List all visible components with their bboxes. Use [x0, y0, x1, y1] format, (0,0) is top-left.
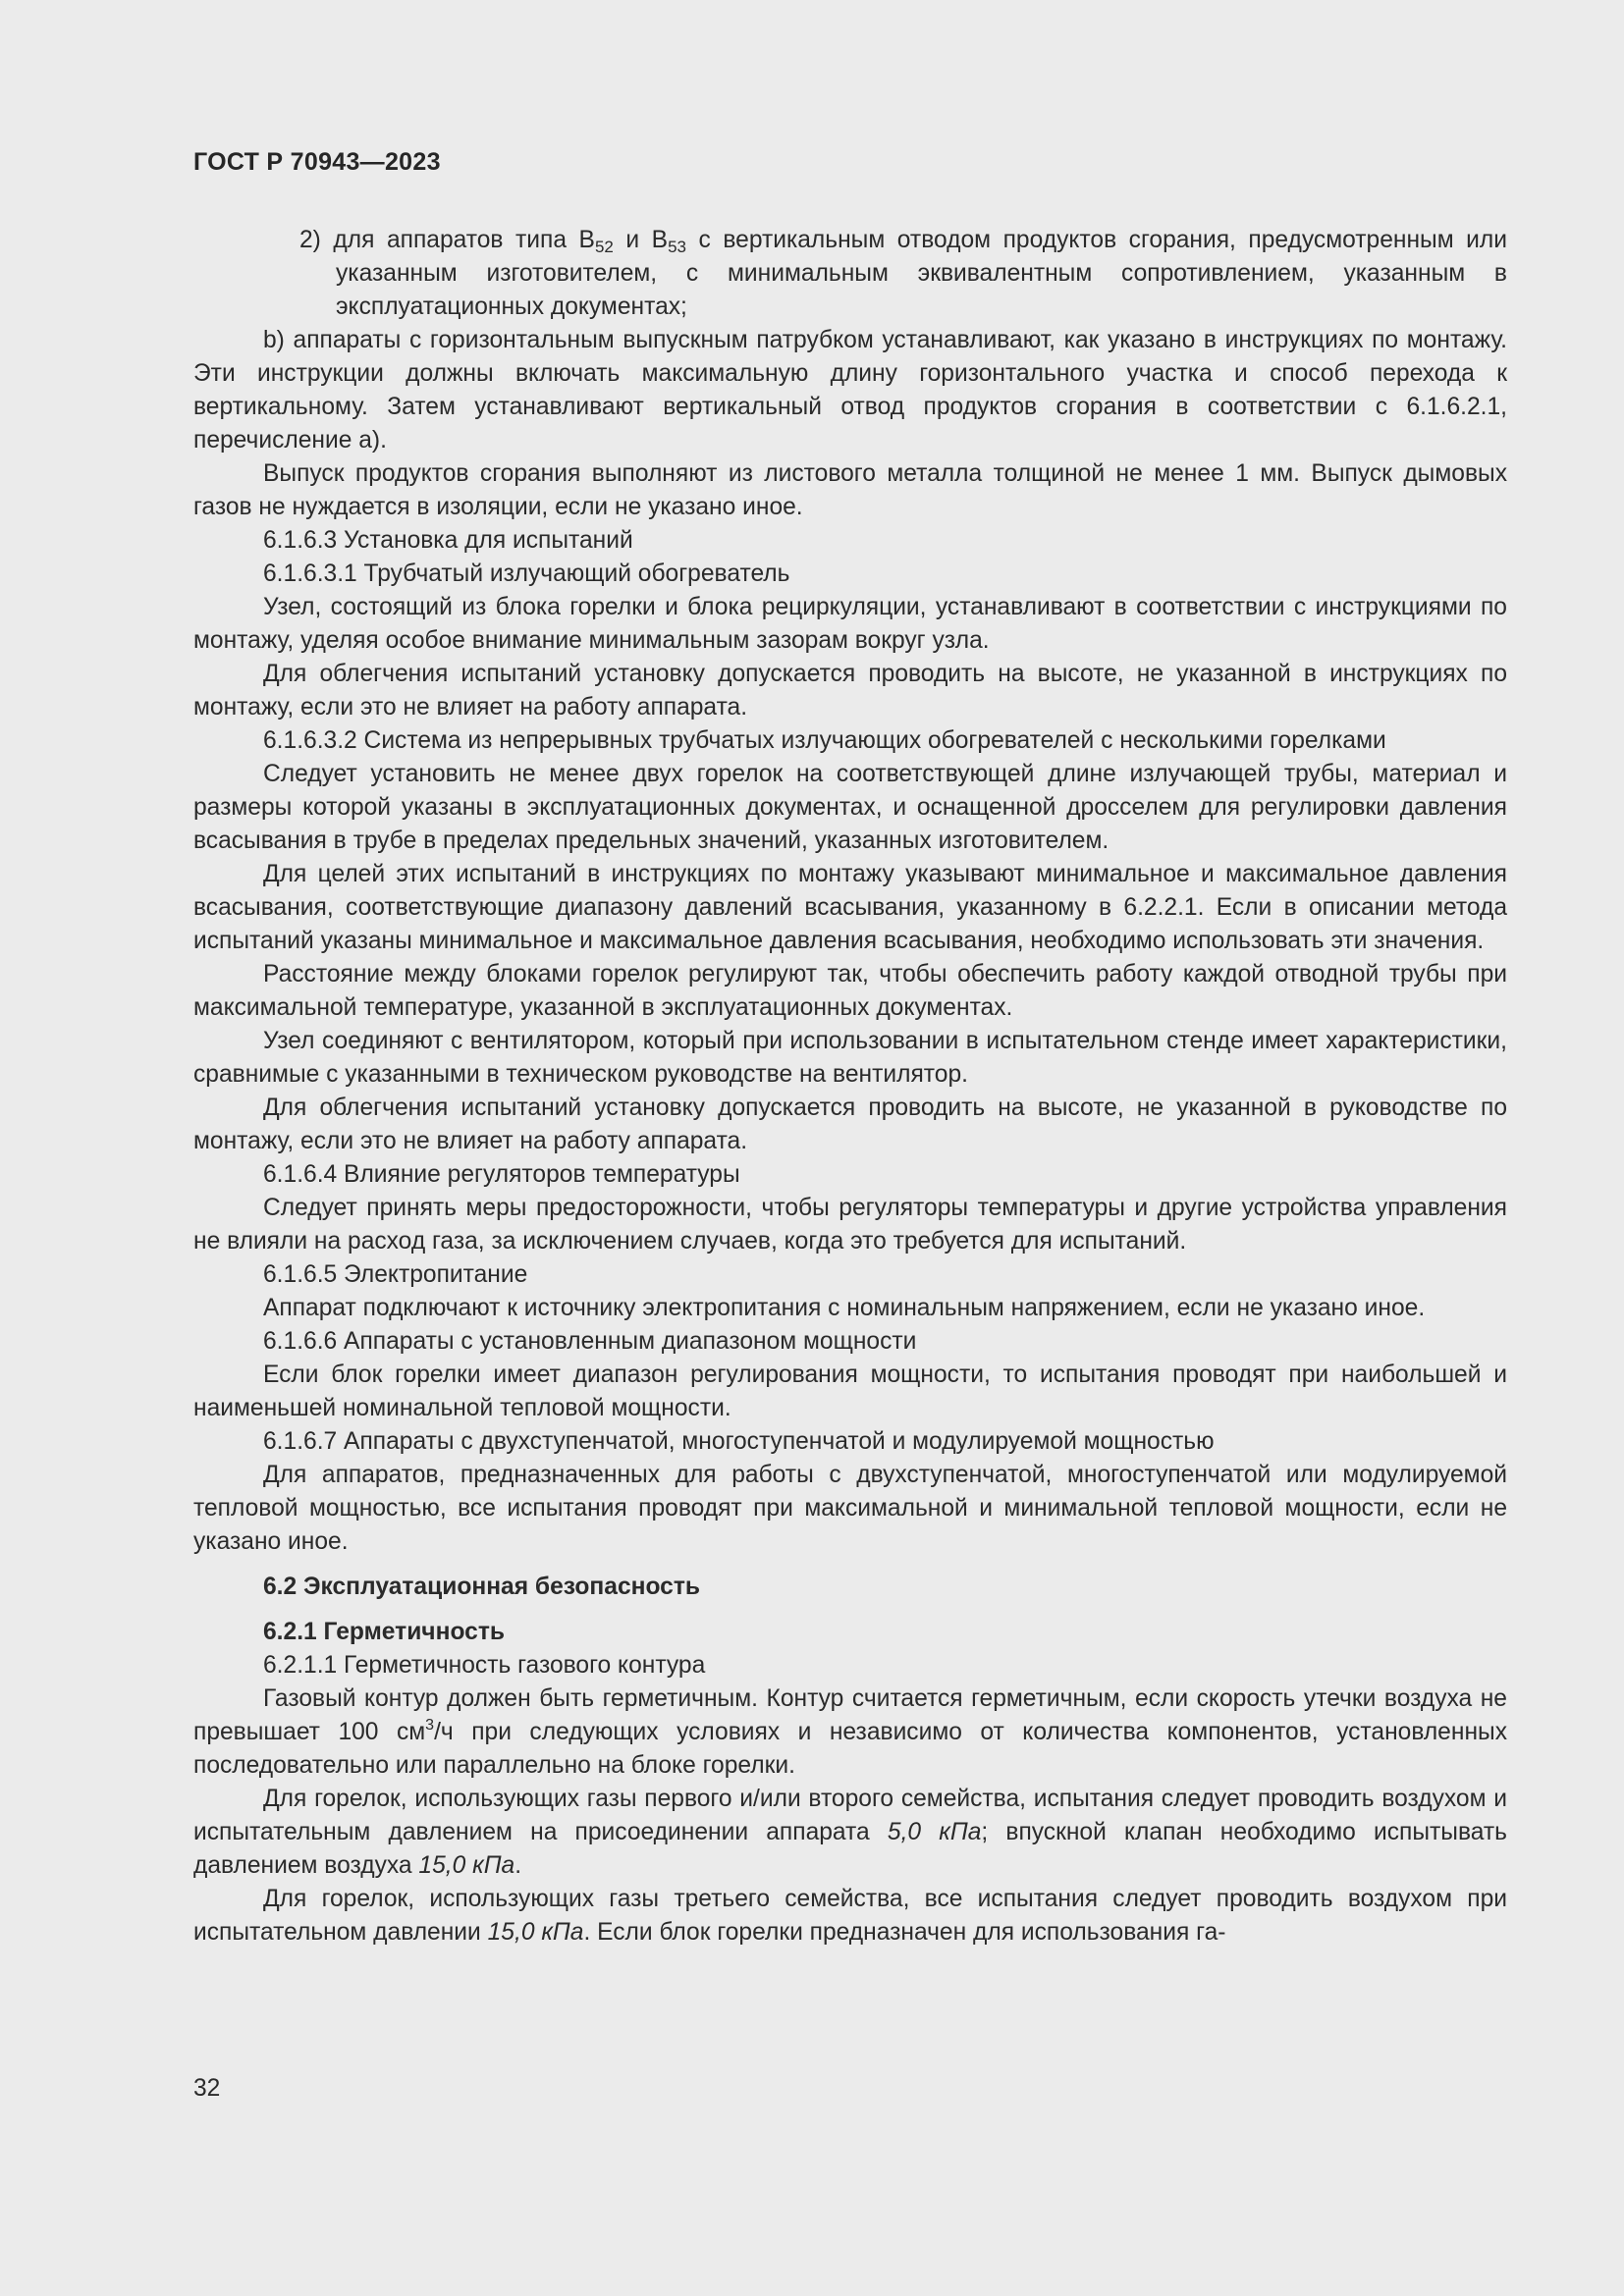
paragraph: Для облегчения испытаний установку допускается проводить на высоте, не указанной в руководстве по монтажу, если это не влияет на работу аппарата. — [193, 1095, 1507, 1154]
paragraph: Для аппаратов, предназначенных для работы с двухступенчатой, многоступенчатой или модулируемой тепловой мощностью, все испытания проводят при максимальной и минимальной тепловой мощности, если не указано иное. — [193, 1462, 1507, 1555]
paragraph: Газовый контур должен быть герметичным. Контур считается герметичным, если скорость утечки воздуха не превышает 100 $см^3/ч$ при следующих условиях и независимо от количества компонентов, установленных последовательно или параллельно на блоке горелки. — [193, 1685, 1507, 1779]
clause-heading: 6.1.6.6 Аппараты с установленным диапазоном мощности — [263, 1328, 917, 1355]
paragraph: Для горелок, использующих газы третьего семейства, все испытания следует проводить воздухом при испытательном давлении 15,0 кПа. Если блок горелки предназначен для использования га- — [193, 1886, 1507, 1946]
subsection-heading: 6.2.1 Герметичность — [263, 1619, 505, 1645]
list-item-b: b) аппараты с горизонтальным выпускным патрубком устанавливают, как указано в инструкциях по монтажу. Эти инструкции должны включать максимальную длину горизонтального участка и способ перехода к вертикальному. Затем устанавливают вертикальный отвод продуктов сгорания в соответствии с 6.1.6.2.1, перечисление а). — [193, 327, 1507, 454]
paragraph: Расстояние между блоками горелок регулируют так, чтобы обеспечить работу каждой отводной трубы при максимальной температуре, указанной в эксплуатационных документах. — [193, 961, 1507, 1021]
paragraph: Если блок горелки имеет диапазон регулирования мощности, то испытания проводят при наибольшей и наименьшей номинальной тепловой мощности. — [193, 1362, 1507, 1421]
clause-heading: 6.1.6.7 Аппараты с двухступенчатой, многоступенчатой и модулируемой мощностью — [263, 1428, 1215, 1455]
paragraph: Следует установить не менее двух горелок на соответствующей длине излучающей трубы, материал и размеры которой указаны в эксплуатационных документах, и оснащенной дросселем для регулировки давления всасывания в трубе в пределах предельных значений, указанных изготовителем. — [193, 761, 1507, 854]
document-header: ГОСТ Р 70943—2023 — [193, 148, 441, 176]
section-heading: 6.2 Эксплуатационная безопасность — [263, 1574, 701, 1600]
paragraph: Для целей этих испытаний в инструкциях по монтажу указывают минимальное и максимальное давления всасывания, соответствующие диапазону давлений всасывания, указанному в 6.2.2.1. Если в описании метода испытаний указаны минимальное и максимальное давления всасывания, необходимо использовать эти значения. — [193, 861, 1507, 954]
clause-heading: 6.1.6.3.2 Система из непрерывных трубчатых излучающих обогревателей с несколькими горелками — [263, 727, 1386, 754]
clause-heading: 6.1.6.3 Установка для испытаний — [263, 527, 633, 554]
clause-heading: 6.1.6.5 Электропитание — [263, 1261, 528, 1288]
list-marker: 2) — [299, 227, 321, 253]
list-item-2: 2) для аппаратов типа $B_{52}$ и $B_{53}$ с вертикальным отводом продуктов сгорания, предусмотренным или указанным изготовителем, с минимальным эквивалентным сопротивлением, указанным в эксплуатационных документах; — [299, 227, 1507, 320]
clause-heading: 6.1.6.3.1 Трубчатый излучающий обогреватель — [263, 561, 790, 587]
clause-heading: 6.2.1.1 Герметичность газового контура — [263, 1652, 706, 1679]
paragraph: Узел соединяют с вентилятором, который при использовании в испытательном стенде имеет характеристики, сравнимые с указанными в техническом руководстве на вентилятор. — [193, 1028, 1507, 1088]
paragraph: Выпуск продуктов сгорания выполняют из листового металла толщиной не менее 1 мм. Выпуск дымовых газов не нуждается в изоляции, если не указано иное. — [193, 460, 1507, 520]
paragraph: Аппарат подключают к источнику электропитания с номинальным напряжением, если не указано иное. — [263, 1295, 1426, 1321]
paragraph: Узел, состоящий из блока горелки и блока рециркуляции, устанавливают в соответствии с инструкциями по монтажу, уделяя особое внимание минимальным зазорам вокруг узла. — [193, 594, 1507, 654]
page-number: 32 — [193, 2075, 221, 2102]
paragraph: Следует принять меры предосторожности, чтобы регуляторы температуры и другие устройства управления не влияли на расход газа, за исключением случаев, когда это требуется для испытаний. — [193, 1195, 1507, 1255]
clause-heading: 6.1.6.4 Влияние регуляторов температуры — [263, 1161, 740, 1188]
paragraph: Для горелок, использующих газы первого и/или второго семейства, испытания следует проводить воздухом и испытательным давлением на присоединении аппарата 5,0 кПа; впускной клапан необходимо испытывать давлением воздуха 15,0 кПа. — [193, 1786, 1507, 1879]
paragraph: Для облегчения испытаний установку допускается проводить на высоте, не указанной в инструкциях по монтажу, если это не влияет на работу аппарата. — [193, 661, 1507, 721]
document-body — [193, 224, 1507, 1949]
